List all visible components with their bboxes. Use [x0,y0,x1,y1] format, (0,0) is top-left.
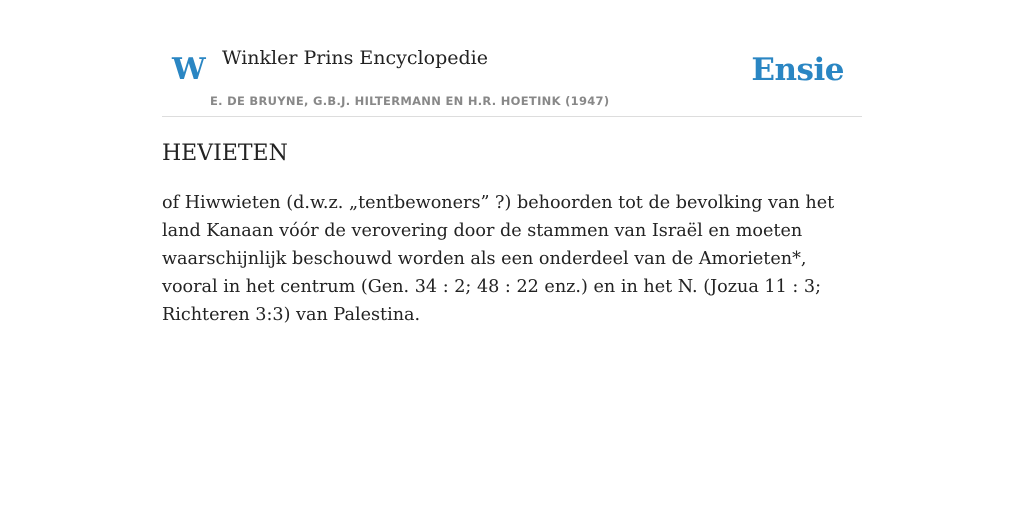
ensie-logo[interactable]: Ensie [751,52,844,88]
article-body [162,189,862,329]
encyclopedia-title-link[interactable]: Winkler Prins Encyclopedie [222,47,488,69]
article-text-before: of Hiwwieten (d.w.z. „tentbewoners” ?) behoorden tot de bevolking van het land Kanaan vóór de verovering door de stammen van Israël en moeten waarschijnlijk beschouwd worden als een onderdeel van de [162,193,835,269]
article-headword: HEVIETEN [162,141,288,166]
header [162,0,862,117]
amorieten-link[interactable]: Amorieten* [698,249,801,269]
authors-byline: E. DE BRUYNE, G.B.J. HILTERMANN EN H.R. HOETINK (1947) [210,94,610,108]
article-text-after: , vooral in het centrum (Gen. 34 : 2; 48 : 22 enz.) en in het N. (Jozua 11 : 3; Richteren 3:3) van Palestina. [162,249,822,325]
winkler-prins-logo[interactable]: W [172,52,206,87]
article [162,138,862,329]
